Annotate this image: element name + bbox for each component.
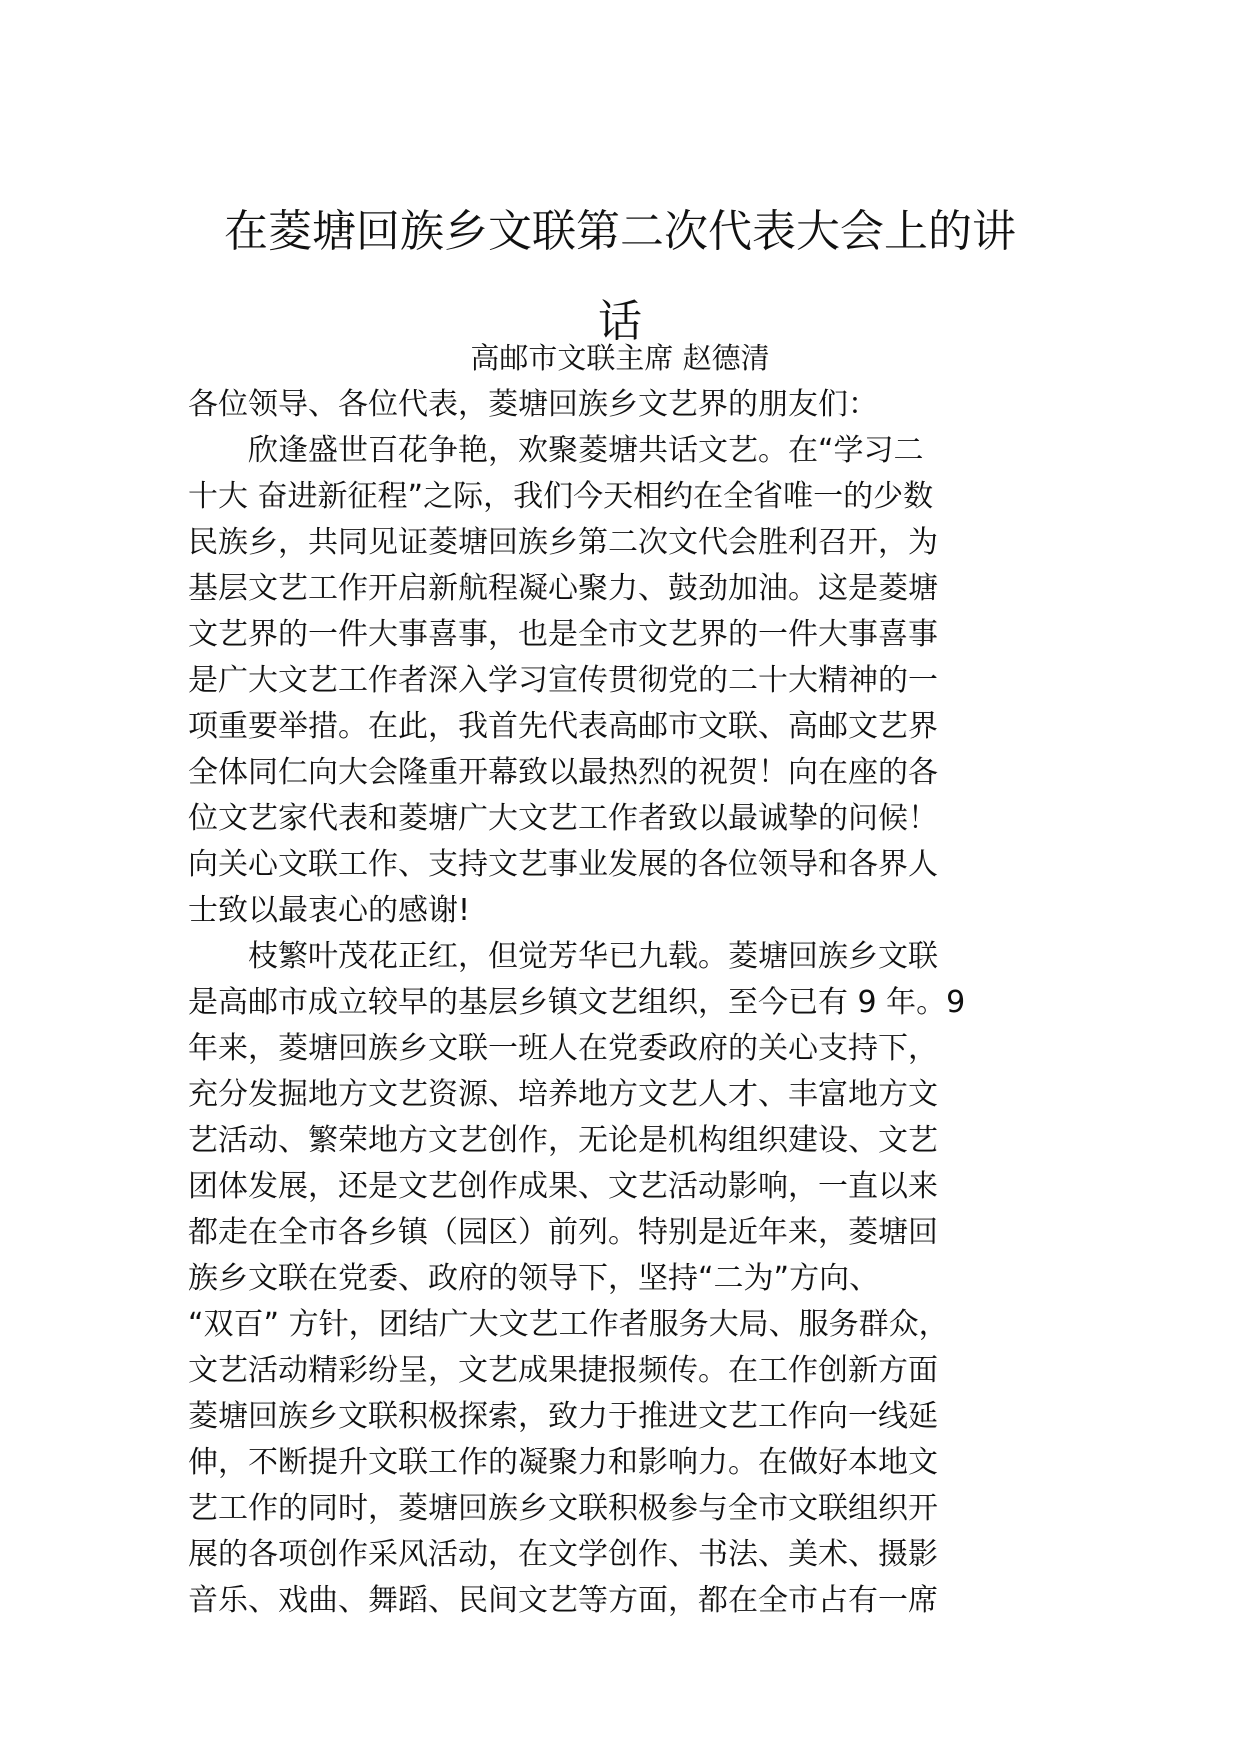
body-line: 年来，菱塘回族乡文联一班人在党委政府的关心支持下， [188,1031,938,1066]
body-line: 枝繁叶茂花正红，但觉芳华已九载。菱塘回族乡文联 [188,939,938,974]
body-line: 文艺活动精彩纷呈，文艺成果捷报频传。在工作创新方面 [188,1353,938,1388]
body-line: 民族乡，共同见证菱塘回族乡第二次文代会胜利召开，为 [188,525,938,560]
body-line: 项重要举措。在此，我首先代表高邮市文联、高邮文艺界 [188,709,938,744]
body-line: 艺活动、繁荣地方文艺创作，无论是机构组织建设、文艺 [188,1123,938,1158]
body-line: 位文艺家代表和菱塘广大文艺工作者致以最诚挚的问候！ [188,801,938,836]
body-line: 充分发掘地方文艺资源、培养地方文艺人才、丰富地方文 [188,1077,938,1112]
body-line: 菱塘回族乡文联积极探索，致力于推进文艺工作向一线延 [188,1399,938,1434]
title-line-2: 话 [598,296,642,348]
body-line: 基层文艺工作开启新航程凝心聚力、鼓劲加油。这是菱塘 [188,571,938,606]
body-line: 团体发展，还是文艺创作成果、文艺活动影响，一直以来 [188,1169,938,1204]
body-line: 各位领导、各位代表，菱塘回族乡文艺界的朋友们： [188,387,878,422]
body-line: 族乡文联在党委、政府的领导下，坚持“二为”方向、 [188,1261,880,1296]
body-line: 是广大文艺工作者深入学习宣传贯彻党的二十大精神的一 [188,663,938,698]
body-line: 伸，不断提升文联工作的凝聚力和影响力。在做好本地文 [188,1445,938,1480]
title-line-1: 在菱塘回族乡文联第二次代表大会上的讲 [224,206,1016,258]
body-line: 音乐、戏曲、舞蹈、民间文艺等方面，都在全市占有一席 [188,1583,938,1618]
body-line: 艺工作的同时，菱塘回族乡文联积极参与全市文联组织开 [188,1491,938,1526]
speech-body [188,382,1088,1624]
body-line: 欣逢盛世百花争艳，欢聚菱塘共话文艺。在“学习二 [188,433,924,468]
body-line: 全体同仁向大会隆重开幕致以最热烈的祝贺！向在座的各 [188,755,938,790]
body-line: 向关心文联工作、支持文艺事业发展的各位领导和各界人 [188,847,938,882]
body-line: 十大 奋进新征程”之际，我们今天相约在全省唯一的少数 [188,479,934,514]
author-line: 高邮市文联主席 赵德清 [470,341,770,375]
body-line: 是高邮市成立较早的基层乡镇文艺组织，至今已有 9 年。9 [188,985,966,1020]
body-line: 展的各项创作采风活动，在文学创作、书法、美术、摄影 [188,1537,938,1572]
body-line: “双百” 方针，团结广大文艺工作者服务大局、服务群众， [188,1307,949,1342]
body-line: 都走在全市各乡镇（园区）前列。特别是近年来，菱塘回 [188,1215,938,1250]
body-line: 文艺界的一件大事喜事，也是全市文艺界的一件大事喜事 [188,617,938,652]
body-line: 士致以最衷心的感谢! [188,893,471,928]
